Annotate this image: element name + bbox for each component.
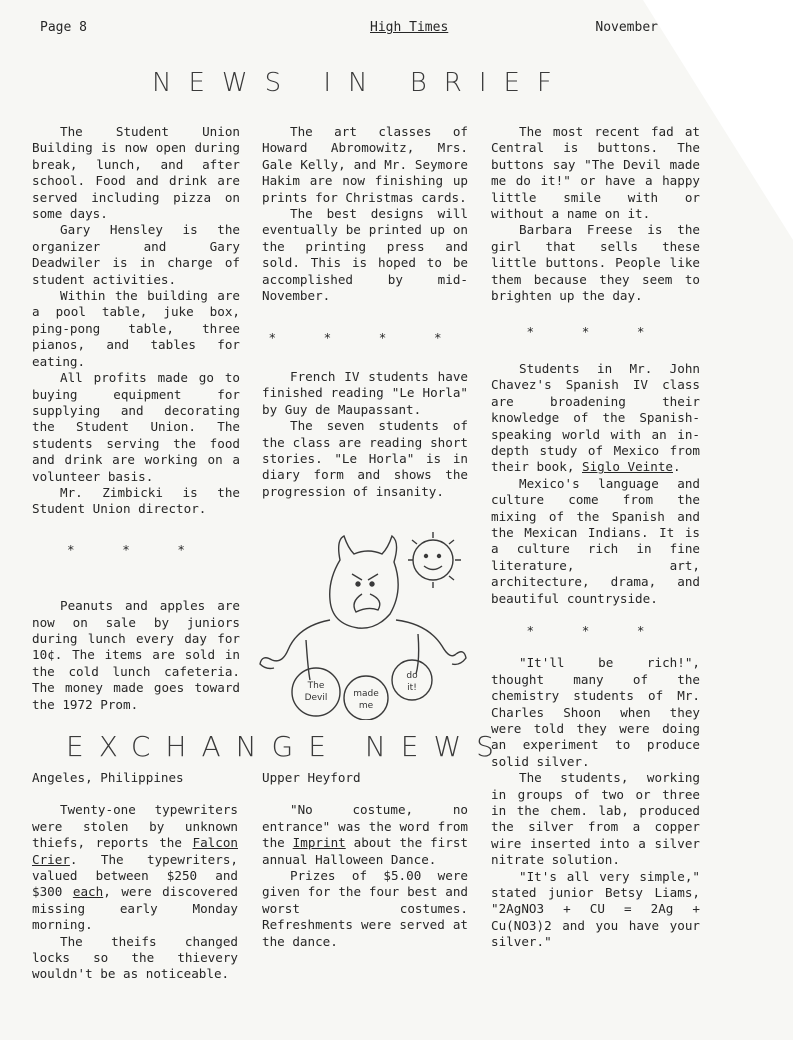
article-paragraph: Within the building are a pool table, juke box, ping-pong table, three pianos, and tables for eating. [32, 288, 240, 369]
article-paragraph [32, 802, 238, 933]
devil-cartoon-illustration [258, 530, 468, 720]
news-column-3 [491, 124, 700, 951]
article-paragraph: "It's all very simple," stated junior Betsy Liams, "2AgNO3 + CU = 2Ag + Cu(NO3)2 and you have your silver." [491, 868, 700, 950]
article-paragraph: The students, working in groups of two or three in the chem. lab, produced the silver from a copper wire inserted into a silver nitrate solution. [491, 770, 700, 868]
exchange-text: about the first annual Halloween Dance. [262, 835, 468, 867]
article-paragraph: The theifs changed locks so the thievery wouldn't be as noticeable. [32, 933, 238, 982]
article-paragraph: Prizes of $5.00 were given for the four best and worst costumes. Refreshments were served at the dance. [262, 868, 468, 949]
ball-text-1: The [307, 681, 325, 691]
exchange-column-2 [262, 770, 468, 950]
article-paragraph: The art classes of Howard Abromowitz, Mrs. Gale Kelly, and Mr. Seymore Hakim are now finishing up prints for Christmas cards. [262, 124, 468, 205]
article-paragraph: The most recent fad at Central is buttons. The buttons say "The Devil made me do it!" or have a happy little smile with or without a name on it. [491, 124, 700, 222]
issue-month: November [595, 20, 658, 35]
ball-text-2b: me [358, 701, 374, 711]
article-paragraph: The best designs will eventually be printed up on the printing press and sold. This is hoped to be accomplished by mid-November. [262, 206, 468, 304]
paper-title: Imprint [292, 835, 346, 851]
article-paragraph: Mexico's language and culture come from the mixing of the Spanish and the Mexican Indians. It is a culture rich in fine literature, art, architecture, drama, and beautiful countryside. [491, 475, 700, 606]
exchange-text: , were discovered missing early Monday morning. [32, 884, 238, 933]
devil-head [330, 536, 398, 628]
article-paragraph: The seven students of the class are reading short stories. "Le Horla" is in diary form and shows the progression of insanity. [262, 418, 468, 499]
section-divider: * * * [526, 622, 665, 638]
page-header [40, 20, 658, 42]
ball-text-1b: Devil [304, 693, 328, 703]
news-column-1 [32, 124, 240, 713]
sun-face [413, 540, 453, 580]
article-paragraph: Barbara Freese is the girl that sells these little buttons. People like them because they seem to brighten up the day. [491, 222, 700, 304]
article-paragraph: French IV students have finished reading "Le Horla" by Guy de Maupassant. [262, 368, 468, 417]
ball-text-2: made [353, 689, 379, 699]
article-paragraph: Peanuts and apples are now on sale by juniors during lunch every day for 10¢. The items are sold in the cold lunch cafeteria. The money made goes toward the 1972 Prom. [32, 598, 240, 712]
news-column-2 [262, 124, 468, 500]
book-title: Siglo Veinte [582, 459, 673, 475]
section-divider: * * * * [268, 330, 462, 346]
ball-text-3b: it! [407, 683, 417, 693]
article-paragraph: All profits made go to buying equipment for supplying and decorating the Student Union. The students serving the food and drink are working on a volunteer basis. [32, 370, 240, 484]
button-the-devil [292, 668, 340, 716]
underlined-word: each [72, 884, 104, 900]
exchange-text: "No costume, no entrance" was the word from the [262, 802, 468, 851]
article-paragraph: Students in Mr. John Chavez's Spanish IV class are broadening their knowledge of the Spanish-speaking world with an in-depth study of Mexico from their book, Siglo Veinte. [491, 360, 700, 475]
news-in-brief-title: NEWS IN BRIEF [152, 68, 569, 98]
article-paragraph: Gary Hensley is the organizer and Gary Deadwiler is in charge of student activities. [32, 222, 240, 287]
article-paragraph: "It'll be rich!", thought many of the chemistry students of Mr. Charles Shoon when they were told they were doing an experiment to produce solid silver. [491, 655, 700, 769]
article-paragraph: The Student Union Building is now open during break, lunch, and after school. Food and drink are served including pizza on some days. [32, 124, 240, 222]
ball-text-3: do [406, 671, 418, 681]
exchange-news-title: EXCHANGE NEWS [66, 730, 509, 763]
paper-title: Falcon Crier [32, 835, 238, 867]
section-divider: * * * [526, 324, 665, 340]
section-divider: * * * [67, 541, 205, 557]
article-paragraph: Mr. Zimbicki is the Student Union director. [32, 484, 240, 517]
exchange-text: . The typewriters, valued between $250 and $300 [32, 851, 238, 900]
dateline: Upper Heyford [262, 770, 361, 785]
exchange-column-1 [32, 770, 238, 983]
dateline: Angeles, Philippines [32, 770, 184, 785]
article-paragraph [262, 802, 468, 868]
page-number: Page 8 [40, 20, 87, 35]
paper-name: High Times [370, 20, 449, 35]
spanish-class-text: Students in Mr. John Chavez's Spanish IV class are broadening their knowledge of the Spanish-speaking world with an in-depth study of Mexico from their book, [491, 360, 700, 475]
exchange-text: Twenty-one typewriters were stolen by unknown thiefs, reports the [32, 802, 238, 851]
